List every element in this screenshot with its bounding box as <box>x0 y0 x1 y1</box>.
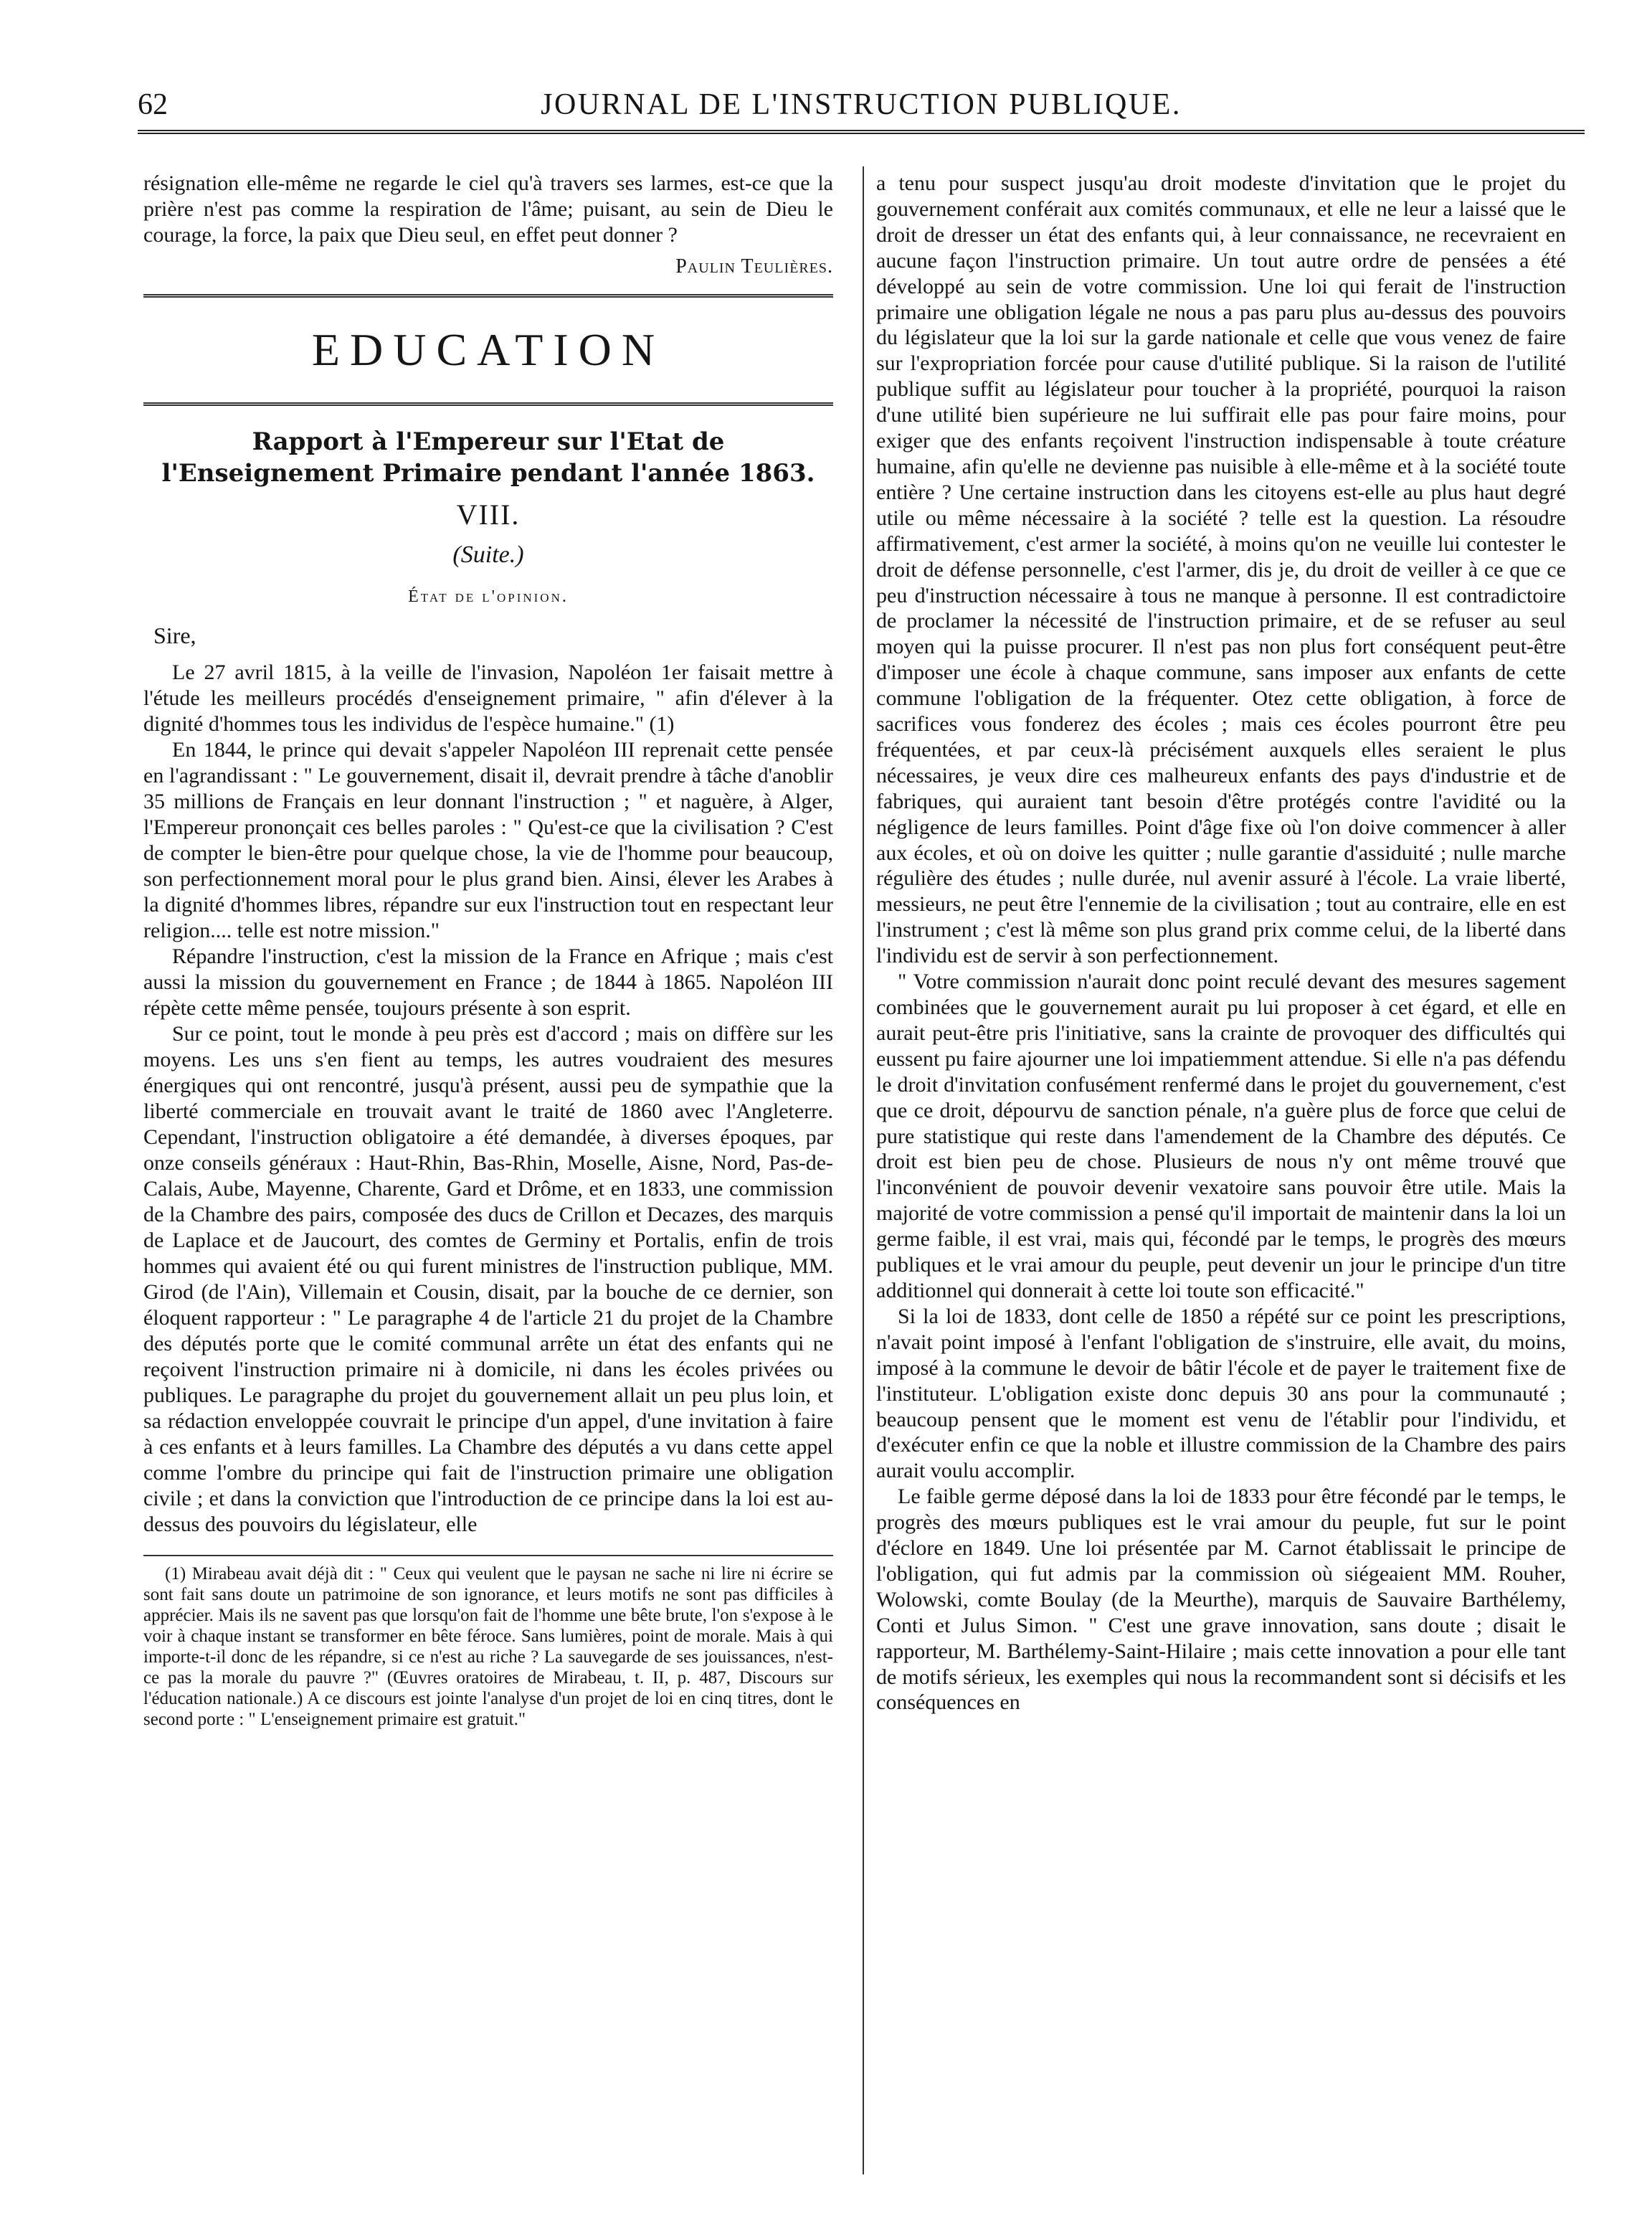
right-column <box>876 171 1566 1715</box>
section-heading: EDUCATION <box>311 324 665 375</box>
paragraph: " Votre commission n'aurait donc point reculé devant des mesures sagement combinées que le gouvernement aurait pu lui proposer à cet égard, et elle en aurait peut-être pris l'initiative, sans la crainte de provoquer des difficultés qui eussent pu faire ajourner une loi impatiemment attendue. Si elle n'a pas défendu le droit d'invitation confusément renfermé dans le projet du gouvernement, c'est que ce droit, dépourvu de sanction pénale, n'a guère plus de force que celui de pure statistique qui reste dans l'amendement de la Chambre des députés. Ce droit est bien peu de chose. Plusieurs de nous n'y ont même trouvé que l'inconvénient de pouvoir devenir vexatoire sans pouvoir être utile. Mais la majorité de votre commission a pensé qu'il importait de maintenir dans la loi un germe faible, il est vrai, mais qui, fécondé par le temps, le progrès des mœurs publiques et le vrai amour du peuple, peut devenir un jour le principe d'un titre additionnel qui donnerait à cette loi toute son efficacité." <box>876 970 1566 1302</box>
paragraph: Le faible germe déposé dans la loi de 1833 pour être fécondé par le temps, le progrès des mœurs publiques est le vrai amour du peuple, fut sur le point d'éclore en 1849. Une loi présentée par M. Carnot établissait le principe de l'obligation, qui fut admis par la commission où siégeaient MM. Rouher, Wolowski, comte Boulay (de la Meurthe), marquis de Sauvaire Barthélemy, Conti et Julus Simon. " C'est une grave innovation, sans doute ; disait le rapporteur, M. Barthélemy-Saint-Hilaire ; mais cette innovation a pour elle tant de motifs sérieux, les exemples qui nous la recommandent sont si décisifs et les conséquences en <box>876 1485 1566 1715</box>
page-number: 62 <box>138 88 168 121</box>
left-column <box>143 171 833 1730</box>
section-rule-top <box>143 294 833 298</box>
paragraph: Le 27 avril 1815, à la veille de l'invasion, Napoléon 1er faisait mettre à l'étude les meilleurs procédés d'enseignement primaire, " afin d'élever à la dignité d'hommes tous les individus de l'espèce humaine." (1) <box>143 661 833 736</box>
footnote-rule <box>143 1555 833 1556</box>
footnote <box>143 1563 833 1730</box>
journal-title: JOURNAL DE L'INSTRUCTION PUBLIQUE. <box>541 88 1182 121</box>
paragraph: a tenu pour suspect jusqu'au droit modeste d'invitation que le projet du gouvernement conférait aux comités communaux, et elle ne leur a laissé que le droit de dresser un état des enfants qui, à leur connaissance, ne recevraient en aucune façon l'instruction primaire. Un tout autre ordre de pensées a été développé au sein de votre commission. Une loi qui ferait de l'instruction primaire une obligation légale ne nous a pas paru plus au-dessus des pouvoirs du législateur que la loi sur la garde nationale et celle que vous venez de faire sur l'expropriation forcée pour cause d'utilité publique. Si la raison de l'utilité publique suffit au législateur pour toucher à la propriété, pourquoi la raison d'une utilité bien supérieure ne lui suffirait elle pas pour faire moins, pour exiger que des enfants reçoivent l'instruction indispensable à toute créature humaine, afin qu'elle ne devienne pas nuisible à elle-même et à la société toute entière ? Une certaine instruction dans les citoyens est-elle au plus haut degré utile ou même nécessaire à la société ? telle est la question. La résoudre affirmativement, c'est armer la société, à moins qu'on ne veuille lui contester le droit de défense personnelle, c'est l'armer, dis je, du droit de veiller à ce que ce peu d'instruction nécessaire à tous ne manque à personne. Il est contradictoire de proclamer la nécessité de l'instruction primaire, et de se refuser au seul moyen qui la puisse procurer. Il n'est pas non plus fort conséquent peut-être d'imposer une école à chaque commune, sans imposer aux enfants de cette commune l'obligation de la fréquenter. Otez cette obligation, à force de sacrifices vous fonderez des écoles ; mais ces écoles pourront être peu fréquentées, et par ceux-là précisément auxquels elles seraient le plus nécessaires, je veux dire ces malheureux enfants des pays d'industrie et de fabriques, qui auraient tant besoin d'être protégés contre l'avidité ou la négligence de leurs familles. Point d'âge fixe où l'on doive commencer à aller aux écoles, et où on doive les quitter ; nulle garantie d'assiduité ; nulle marche régulière des études ; nulle durée, nul avenir assuré à l'école. La vraie liberté, messieurs, ne peut être l'ennemie de la civilisation ; tout au contraire, elle en est l'instrument ; c'est là même son plus grand prix comme celui, de la liberté dans l'individu est de servir à son perfectionnement. <box>876 171 1566 968</box>
subheading: État de l'opinion. <box>408 587 569 606</box>
column-divider <box>863 166 864 2174</box>
section-rule-bottom <box>143 402 833 406</box>
author-signature: Paulin Teulières. <box>675 255 833 278</box>
paragraph: Si la loi de 1833, dont celle de 1850 a répété sur ce point les prescriptions, n'avait point imposé à l'enfant l'obligation de s'instruire, elle avait, du moins, imposé à la commune le devoir de bâtir l'école et de payer le traitement fixe de l'instituteur. L'obligation existe donc depuis 30 ans pour la communauté ; beaucoup pensent que le moment est venu de l'établir pour l'individu, et d'exécuter enfin ce que la noble et illustre commission de la Chambre des pairs aurait voulu accomplir. <box>876 1304 1566 1483</box>
continued-paragraph: résignation elle-même ne regarde le ciel qu'à travers ses larmes, est-ce que la prière n'est pas comme la respiration de l'âme; puisant, au sein de Dieu le courage, la force, la paix que Dieu seul, en effet peut donner ? <box>143 171 833 247</box>
continued-label: (Suite.) <box>452 541 524 568</box>
paragraph: En 1844, le prince qui devait s'appeler Napoléon III reprenait cette pensée en l'agrandissant : " Le gouvernement, disait il, devrait prendre à tâche d'anoblir 35 millions de Français en leur donnant l'instruction ; " et naguère, à Alger, l'Empereur prononçait ces belles paroles : " Qu'est-ce que la civilisation ? C'est de compter le bien-être pour quelque chose, la vie de l'homme pour beaucoup, son perfectionnement moral pour le plus grand bien. Ainsi, élever les Arabes à la dignité d'hommes libres, répandre sur eux l'instruction tout en respectant leur religion.... telle est notre mission." <box>143 738 833 942</box>
article-title: Rapport à l'Empereur sur l'Etat de l'Enseignement Primaire pendant l'année 1863. <box>161 427 815 488</box>
paragraph: Répandre l'instruction, c'est la mission de la France en Afrique ; mais c'est aussi la mission du gouvernement en France ; de 1844 à 1865. Napoléon III répète cette même pensée, toujours présente à son esprit. <box>143 945 833 1020</box>
footnote-text: (1) Mirabeau avait déjà dit : " Ceux qui veulent que le paysan ne sache ni lire ni écrire se sont fait sans doute un patrimoine de son ignorance, et leurs motifs ne sont pas difficiles à apprécier. Mais ils ne savent pas que lorsqu'on fait de l'homme une bête brute, l'on s'expose à le voir à chaque instant se transformer en bête féroce. Sans lumières, point de morale. Mais à qui importe-t-il donc de les répandre, si ce n'est au riche ? La sauvegarde de ses jouissances, n'est-ce pas la morale du pauvre ?" (Œuvres oratoires de Mirabeau, t. II, p. 487, Discours sur l'éducation nationale.) A ce discours est jointe l'analyse d'un projet de loi en cinq titres, dont le second porte : " L'enseignement primaire est gratuit." <box>143 1564 833 1729</box>
salutation: Sire, <box>153 623 196 648</box>
paragraph: Sur ce point, tout le monde à peu près est d'accord ; mais on diffère sur les moyens. Les uns s'en fient au temps, les autres voudraient des mesures énergiques qui ont rencontré, jusqu'à présent, aussi peu de sympathie que la liberté commerciale en trouvait avant le traité de 1860 avec l'Angleterre. Cependant, l'instruction obligatoire a été demandée, à diverses époques, par onze conseils généraux : Haut-Rhin, Bas-Rhin, Moselle, Aisne, Nord, Pas-de-Calais, Aube, Mayenne, Charente, Gard et Drôme, et en 1833, une commission de la Chambre des pairs, composée des ducs de Crillon et Decazes, des marquis de Laplace et de Jaucourt, des comtes de Germiny et Portalis, enfin de trois hommes qui avaient été ou qui furent ministres de l'instruction publique, MM. Girod (de l'Ain), Villemain et Cousin, disait, par la bouche de ce dernier, son éloquent rapporteur : " Le paragraphe 4 de l'article 21 du projet de la Chambre des députés porte que le comité communal arrête un état des enfants qui ne reçoivent l'instruction primaire ni à domicile, ni dans les écoles privées ou publiques. Le paragraphe du projet du gouvernement allait un peu plus loin, et sa rédaction enveloppée couvrait le principe d'un appel, d'une invitation à faire à ces enfants et à leurs familles. La Chambre des députés a vu dans cette appel comme l'ombre du principe qui fait de l'instruction primaire une obligation civile ; et dans la conviction que l'introduction de ce principe dans la loi est au-dessus des pouvoirs du législateur, elle <box>143 1022 833 1536</box>
header-double-rule <box>138 130 1585 134</box>
page-header <box>138 83 1585 126</box>
part-number: VIII. <box>456 498 521 531</box>
